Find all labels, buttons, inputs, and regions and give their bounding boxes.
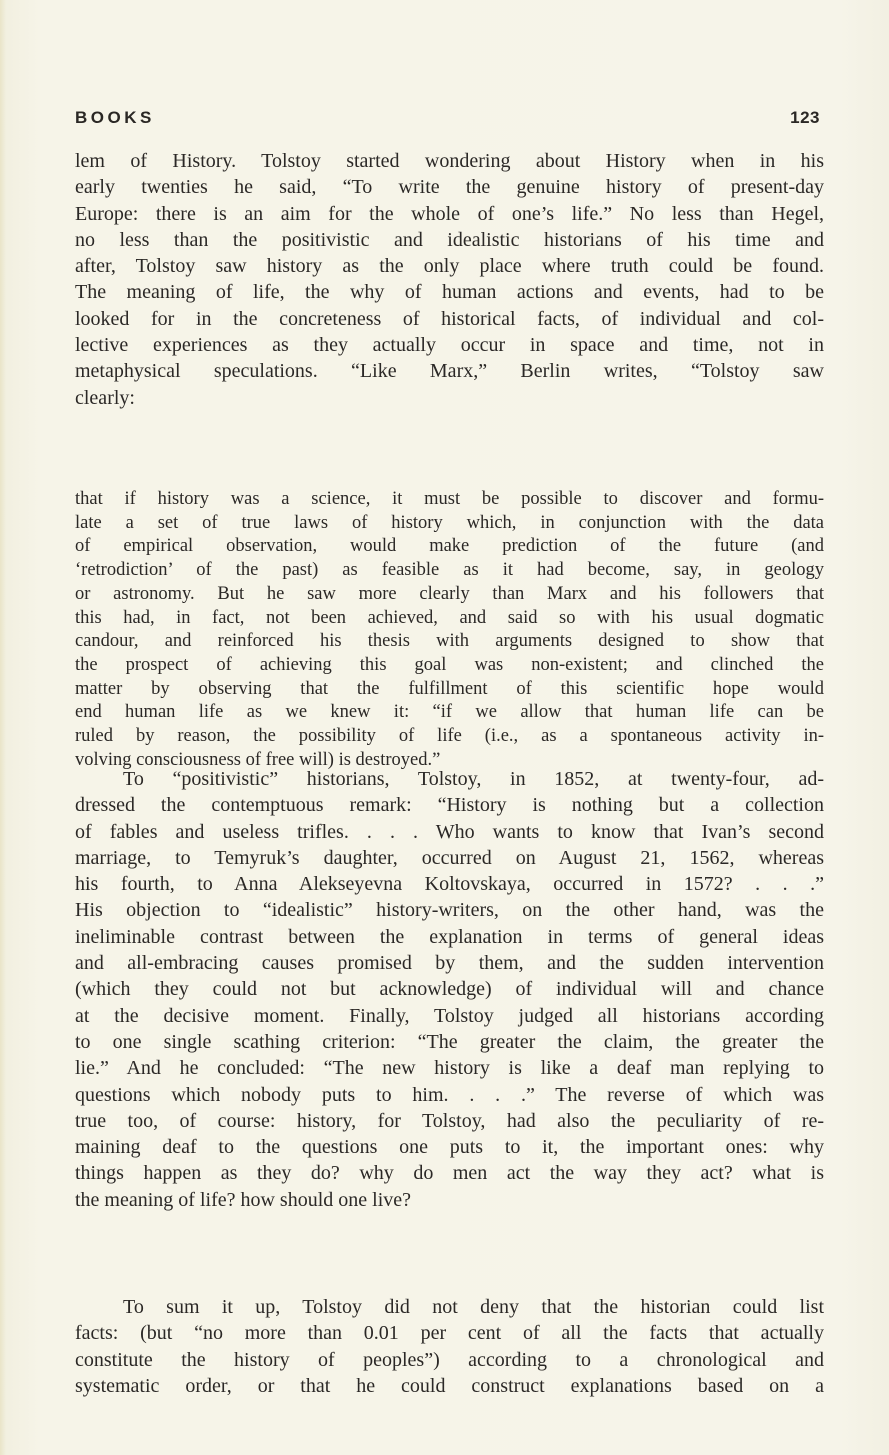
paragraph-1 xyxy=(75,148,824,411)
text-line: maining deaf to the questions one puts to it, the important ones: why xyxy=(75,1136,824,1159)
quote-line: that if history was a science, it must be possible to discover and formu- xyxy=(75,489,824,509)
quote-line: late a set of true laws of history which, in conjunction with the data xyxy=(75,512,824,533)
text-line: looked for in the concreteness of historical facts, of individual and col- xyxy=(75,307,824,330)
text-line: early twenties he said, “To write the genuine history of present-day xyxy=(75,176,824,199)
quote-line: ruled by reason, the possibility of life (i.e., as a spontaneous activity in- xyxy=(75,726,824,747)
quote-line: candour, and reinforced his thesis with arguments designed to show that xyxy=(75,631,824,652)
page-number: 123 xyxy=(790,108,820,127)
text-line: of fables and useless trifles. . . . Who wants to know that Ivan’s second xyxy=(75,820,824,843)
text-line: (which they could not but acknowledge) of individual will and chance xyxy=(75,978,824,1001)
text-line: To sum it up, Tolstoy did not deny that the historian could list xyxy=(123,1296,824,1318)
paragraph-2 xyxy=(75,766,824,1213)
text-line: no less than the positivistic and idealistic historians of his time and xyxy=(75,228,824,251)
block-quote xyxy=(75,488,824,772)
text-line: The meaning of life, the why of human actions and events, had to be xyxy=(75,281,824,304)
section-title: BOOKS xyxy=(75,108,155,127)
text-line: His objection to “idealistic” history-writers, on the other hand, was the xyxy=(75,899,824,922)
text-line: clearly: xyxy=(75,386,135,409)
text-line: true too, of course: history, for Tolstoy, had also the peculiarity of re- xyxy=(75,1109,824,1132)
paragraph-3 xyxy=(75,1294,824,1399)
text-line: lem of History. Tolstoy started wondering about History when in his xyxy=(75,150,824,172)
running-head xyxy=(75,108,820,132)
text-line: constitute the history of peoples”) according to a chronological and xyxy=(75,1348,824,1371)
text-line: at the decisive moment. Finally, Tolstoy judged all historians according xyxy=(75,1004,824,1027)
text-line: metaphysical speculations. “Like Marx,” Berlin writes, “Tolstoy saw xyxy=(75,360,824,383)
text-line: lective experiences as they actually occur in space and time, not in xyxy=(75,334,824,357)
text-line: marriage, to Temyruk’s daughter, occurred on August 21, 1562, whereas xyxy=(75,846,824,869)
text-line: to one single scathing criterion: “The greater the claim, the greater the xyxy=(75,1030,824,1053)
text-line: systematic order, or that he could construct explanations based on a xyxy=(75,1374,824,1397)
text-line: lie.” And he concluded: “The new history is like a deaf man replying to xyxy=(75,1057,824,1080)
text-line: Europe: there is an aim for the whole of one’s life.” No less than Hegel, xyxy=(75,202,824,225)
quote-line: matter by observing that the fulfillment of this scientific hope would xyxy=(75,678,824,699)
text-line: facts: (but “no more than 0.01 per cent of all the facts that actually xyxy=(75,1322,824,1345)
quote-line: this had, in fact, not been achieved, and said so with his usual dogmatic xyxy=(75,607,824,628)
quote-line: the prospect of achieving this goal was non-existent; and clinched the xyxy=(75,654,824,675)
quote-line: of empirical observation, would make prediction of the future (and xyxy=(75,536,824,557)
text-line: To “positivistic” historians, Tolstoy, in 1852, at twenty-four, ad- xyxy=(123,768,824,790)
page-edge-shading xyxy=(0,0,6,1455)
quote-line: end human life as we knew it: “if we allow that human life can be xyxy=(75,702,824,723)
quote-line: or astronomy. But he saw more clearly than Marx and his followers that xyxy=(75,583,824,604)
text-line: the meaning of life? how should one live? xyxy=(75,1188,412,1211)
text-line: questions which nobody puts to him. . . .” The reverse of which was xyxy=(75,1083,824,1106)
text-line: his fourth, to Anna Alekseyevna Koltovskaya, occurred in 1572? . . .” xyxy=(75,873,824,896)
text-line: after, Tolstoy saw history as the only place where truth could be found. xyxy=(75,255,824,278)
text-line: and all-embracing causes promised by them, and the sudden intervention xyxy=(75,952,824,975)
text-line: things happen as they do? why do men act the way they act? what is xyxy=(75,1162,824,1185)
text-line: dressed the contemptuous remark: “History is nothing but a collection xyxy=(75,794,824,817)
quote-line: volving consciousness of free will) is destroyed.” xyxy=(75,749,441,770)
text-line: ineliminable contrast between the explanation in terms of general ideas xyxy=(75,925,824,948)
quote-line: ‘retrodiction’ of the past) as feasible as it had become, say, in geology xyxy=(75,560,824,581)
